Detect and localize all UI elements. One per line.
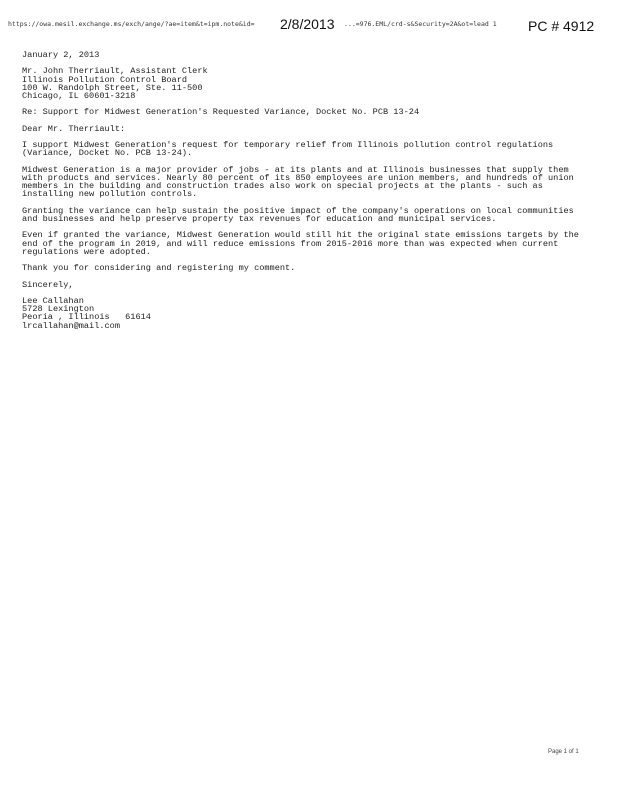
- letter-date-block: [22, 51, 592, 59]
- letter-date: January 2, 2013: [22, 50, 100, 60]
- paragraph: [22, 207, 592, 223]
- header-url-right: ...=976.EML/crd-s&Security=2A&ot=lead 1: [344, 20, 497, 28]
- recipient-line: Chicago, IL 60601-3218: [22, 91, 136, 101]
- paragraph: [22, 264, 592, 272]
- closing-block: [22, 281, 592, 289]
- fax-header: [8, 16, 612, 36]
- pc-number-stamp: PC # 4912: [528, 18, 595, 34]
- paragraph: [22, 166, 592, 199]
- paragraph-text: Granting the variance can help sustain the positive impact of the company's operations on local communities and businesses and help preserve property tax revenues for education and municipal services.: [22, 205, 574, 224]
- signature-street: 5728 Lexington: [22, 304, 95, 315]
- header-date-stamp: 2/8/2013: [280, 16, 335, 32]
- paragraph-text: Midwest Generation is a major provider of jobs - at its plants and at Illinois businesses that supply them with products and services. Nearly 80 percent of its 850 employees are union members, and hundreds of union members in the building and construction trades also work on special projects at the plants - such as installing new pollution controls.: [22, 164, 574, 200]
- salutation: Dear Mr. Therriault:: [22, 123, 126, 134]
- recipient-address: [22, 67, 592, 100]
- closing: Sincerely,: [22, 279, 74, 290]
- signature-email: lrcallahan@mail.com: [22, 320, 120, 331]
- paragraph: [22, 231, 592, 256]
- paragraph-text: I support Midwest Generation's request for temporary relief from Illinois pollution control regulations (Variance, Docket No. PCB 13-24).: [22, 140, 554, 159]
- paragraph: [22, 141, 592, 157]
- letter-body: [22, 51, 592, 338]
- header-url-left: https://owa.mesil.exchange.ms/exch/ange/?ae=item&t=ipm.note&id=: [8, 20, 255, 28]
- signature-block: [22, 297, 592, 330]
- paragraph-text: Even if granted the variance, Midwest Generation would still hit the original state emissions targets by the end of the program in 2019, and will reduce emissions from 2015-2016 more than was expected when current regulations were adopted.: [22, 230, 579, 257]
- page-number: Page 1 of 1: [548, 749, 579, 755]
- paragraph-text: Thank you for considering and registering my comment.: [22, 263, 296, 274]
- recipient-line: Illinois Pollution Control Board: [22, 74, 188, 85]
- subject-block: [22, 108, 592, 116]
- salutation-block: [22, 125, 592, 133]
- subject-line: Re: Support for Midwest Generation's Requested Variance, Docket No. PCB 13-24: [22, 107, 420, 118]
- signature-city: Peoria , Illinois 61614: [22, 312, 151, 323]
- recipient-line: 100 W. Randolph Street, Ste. 11-500: [22, 82, 203, 93]
- recipient-line: Mr. John Therriault, Assistant Clerk: [22, 66, 208, 77]
- signature-name: Lee Callahan: [22, 295, 84, 306]
